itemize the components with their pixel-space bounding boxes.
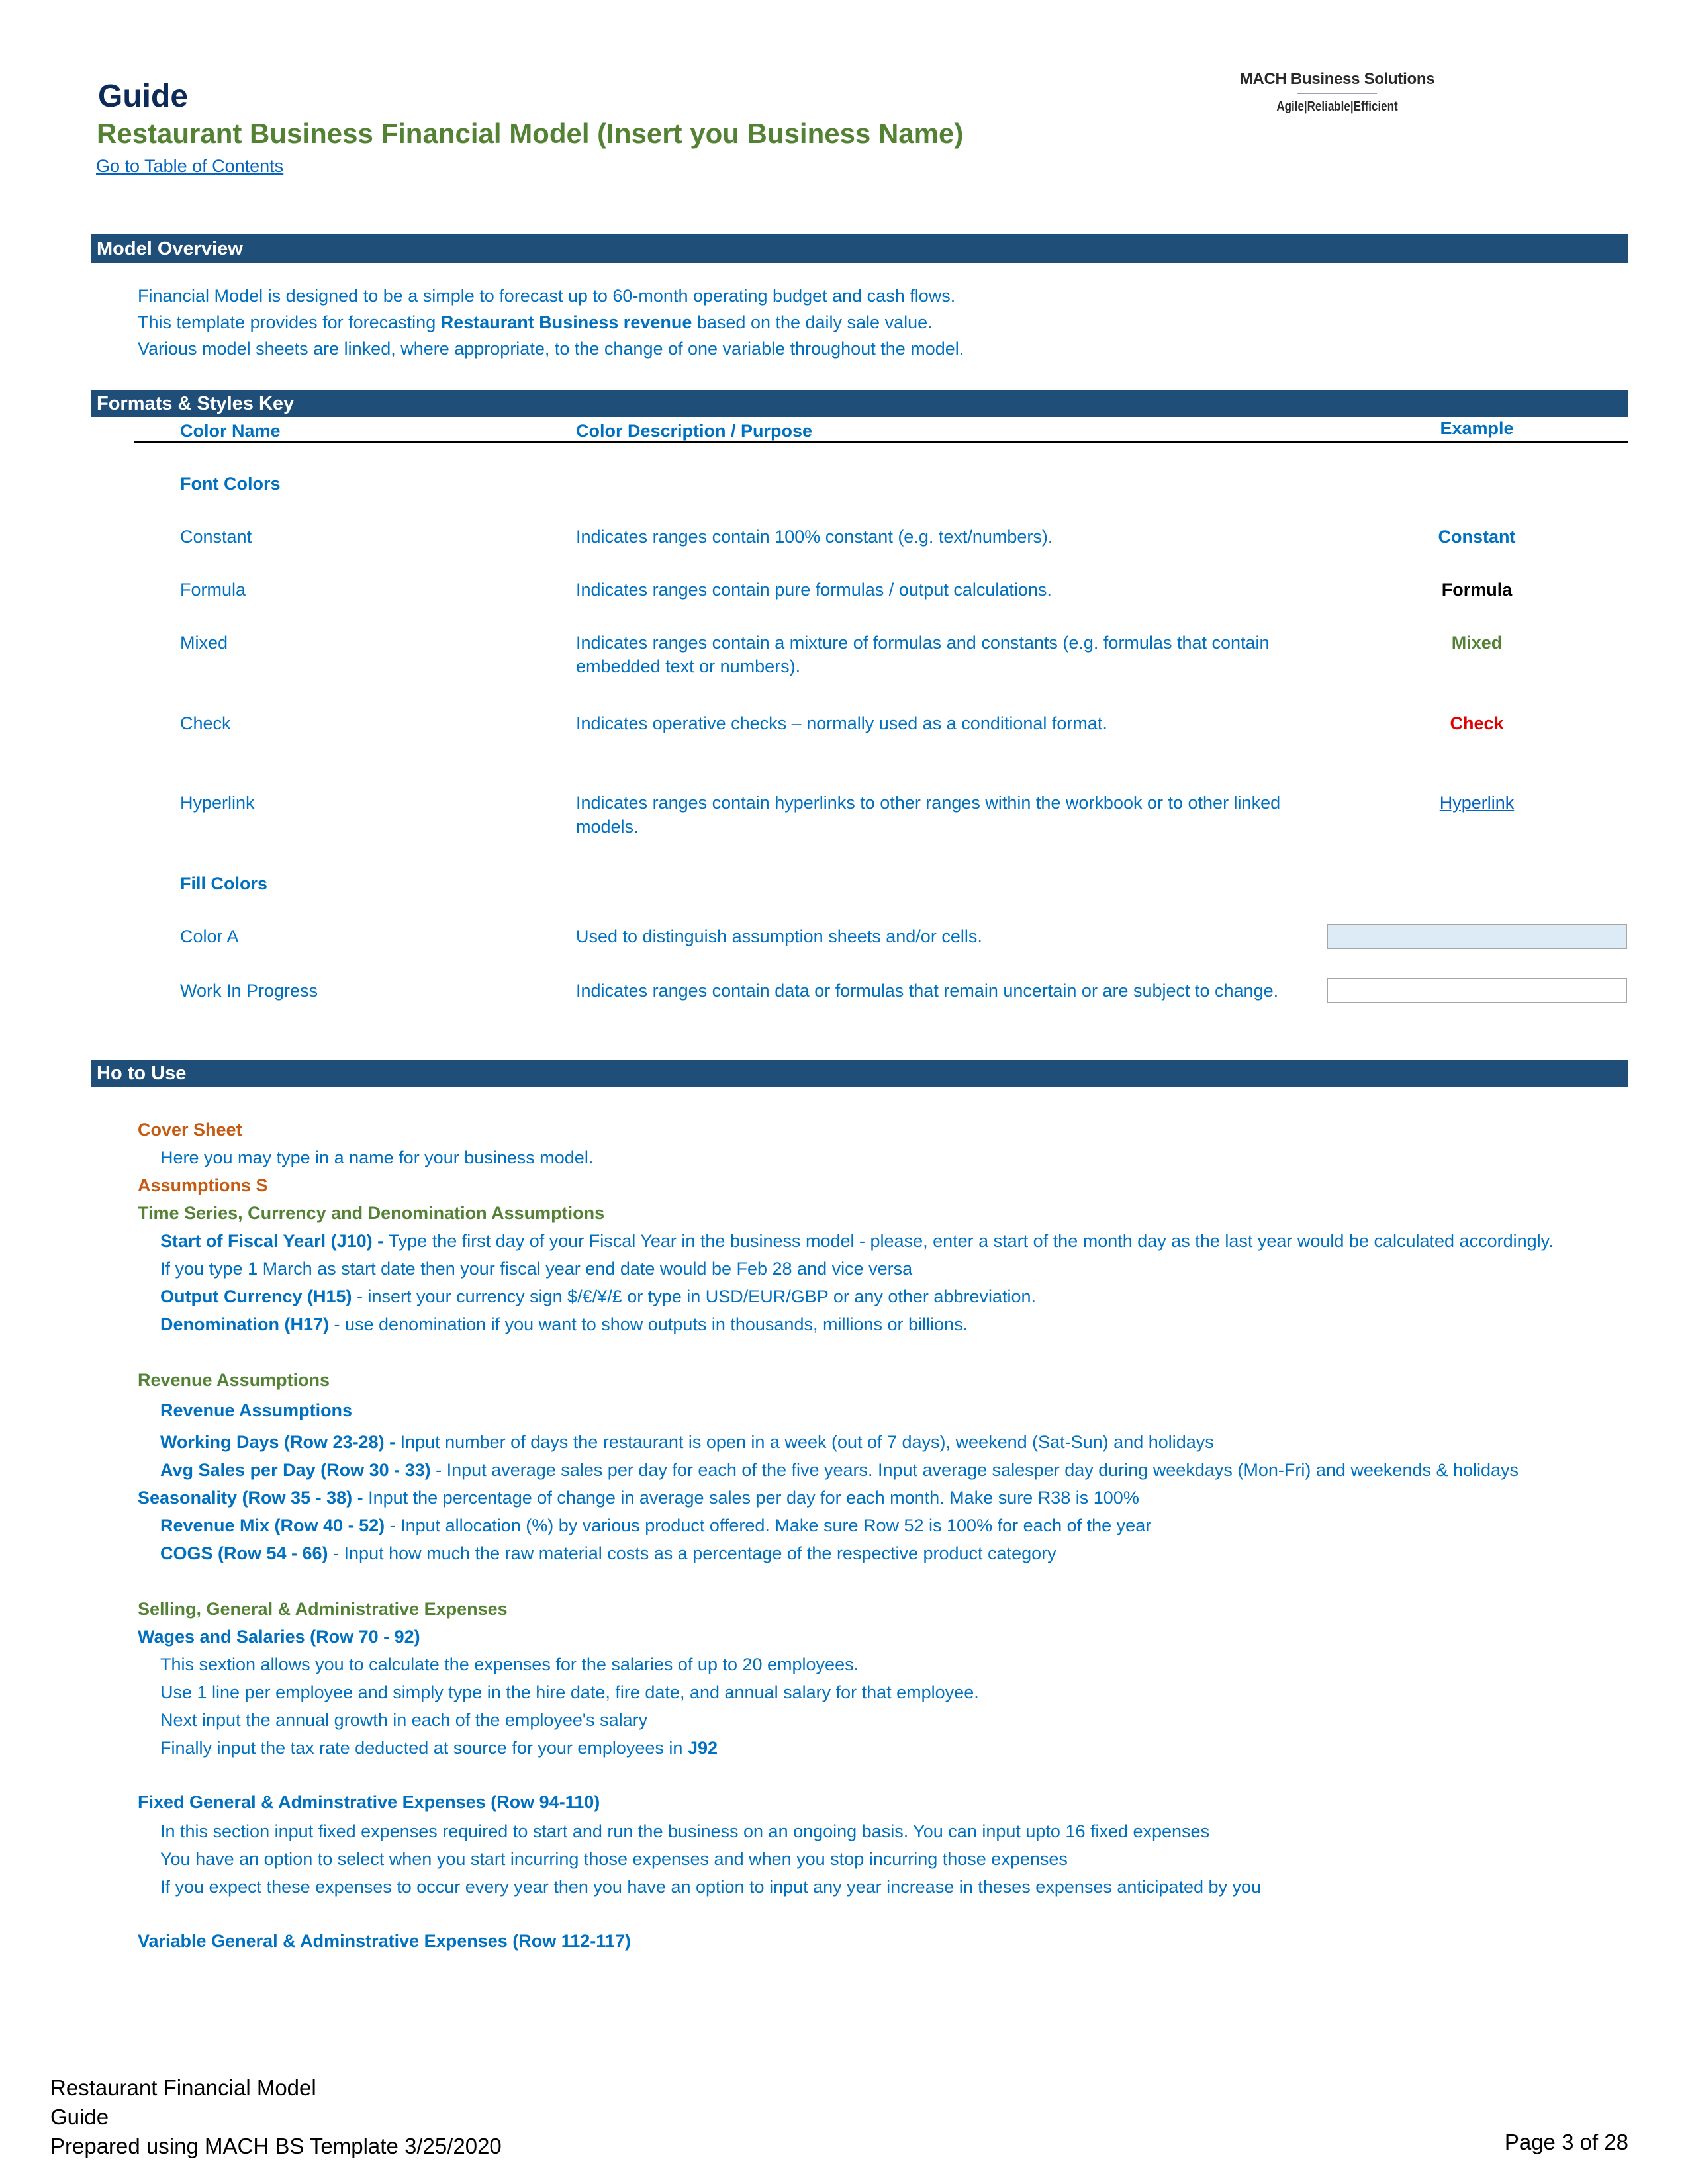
example-mixed: Mixed [1451, 633, 1503, 653]
working-days-line [160, 1432, 1214, 1453]
fixed-line-3: If you expect these expenses to occur every year then you have an option to input any year increase in theses expenses anticipated by you [160, 1877, 1262, 1897]
revenue-mix-line [160, 1516, 1151, 1536]
fiscal-year-line-2: If you type 1 March as start date then your fiscal year end date would be Feb 28 and vice versa [160, 1259, 913, 1279]
avg-sales-label: Avg Sales per Day (Row 30 - 33) [160, 1460, 431, 1480]
currency-label: Output Currency (H15) [160, 1287, 352, 1306]
header-rule [134, 441, 1628, 443]
denomination-line [160, 1314, 968, 1335]
section-header-formats-styles: Formats & Styles Key [91, 390, 1628, 417]
assumptions-title: Assumptions S [138, 1175, 268, 1195]
example-constant: Constant [1438, 527, 1516, 547]
company-logo [1238, 70, 1436, 114]
logo-divider [1297, 93, 1377, 94]
fixed-line-1: In this section input fixed expenses required to start and run the business on an ongoing basis. You can input upto 16 fixed expenses [160, 1821, 1210, 1841]
denomination-text: - use denomination if you want to show outputs in thousands, millions or billions. [329, 1314, 968, 1334]
fixed-expenses-title: Fixed General & Adminstrative Expenses (Row 94-110) [138, 1792, 600, 1812]
row-name-work-in-progress: Work In Progress [180, 981, 318, 1001]
column-header-color-name: Color Name [180, 421, 281, 441]
footer-sheet-name: Guide [50, 2105, 109, 2129]
row-desc-color-a: Used to distinguish assumption sheets and/or cells. [576, 927, 982, 946]
column-header-description: Color Description / Purpose [576, 421, 813, 441]
cover-sheet-text: Here you may type in a name for your business model. [160, 1148, 594, 1167]
working-days-text: Input number of days the restaurant is open in a week (out of 7 days), weekend (Sat-Sun) and holidays [400, 1432, 1214, 1452]
seasonality-text: - Input the percentage of change in average sales per day for each month. Make sure R38 is 100% [352, 1488, 1139, 1508]
row-name-hyperlink: Hyperlink [180, 793, 255, 813]
row-desc-hyperlink-cont: models. [576, 817, 639, 837]
working-days-label: Working Days (Row 23-28) - [160, 1432, 400, 1452]
row-desc-constant: Indicates ranges contain 100% constant (e.g. text/numbers). [576, 527, 1053, 547]
page-subtitle: Restaurant Business Financial Model (Insert you Business Name) [97, 118, 964, 149]
row-name-formula: Formula [180, 580, 246, 600]
column-header-example: Example [1440, 418, 1514, 438]
row-name-constant: Constant [180, 527, 252, 547]
section-header-model-overview: Model Overview [91, 234, 1628, 263]
cogs-label: COGS (Row 54 - 66) [160, 1543, 328, 1563]
row-name-mixed: Mixed [180, 633, 228, 653]
sga-title: Selling, General & Administrative Expenses [138, 1599, 508, 1619]
avg-sales-text: - Input average sales per day for each of the five years. Input average salesper day during weekdays (Mon-Fri) and weekends & holidays [430, 1460, 1519, 1480]
overview-line-2-bold: Restaurant Business revenue [440, 312, 692, 332]
seasonality-label: Seasonality (Row 35 - 38) [138, 1488, 353, 1508]
wages-line-2: Use 1 line per employee and simply type in the hire date, fire date, and annual salary for that employee. [160, 1682, 979, 1702]
example-check: Check [1450, 713, 1504, 733]
revenue-assumptions-subtitle: Revenue Assumptions [160, 1400, 353, 1420]
variable-expenses-title: Variable General & Adminstrative Expenses (Row 112-117) [138, 1931, 631, 1951]
cogs-text: - Input how much the raw material costs as a percentage of the respective product category [328, 1543, 1056, 1563]
row-desc-mixed: Indicates ranges contain a mixture of formulas and constants (e.g. formulas that contain [576, 633, 1270, 653]
row-desc-formula: Indicates ranges contain pure formulas / output calculations. [576, 580, 1052, 600]
currency-text: - insert your currency sign $/€/¥/£ or type in USD/EUR/GBP or any other abbreviation. [352, 1287, 1037, 1306]
row-name-check: Check [180, 713, 231, 733]
fiscal-year-label: Start of Fiscal Yearl (J10) - [160, 1231, 389, 1251]
footer-model-name: Restaurant Financial Model [50, 2075, 316, 2100]
wages-line-4-text: Finally input the tax rate deducted at source for your employees in [160, 1738, 688, 1758]
revenue-mix-label: Revenue Mix (Row 40 - 52) [160, 1516, 385, 1535]
section-header-how-to-use: Ho to Use [91, 1060, 1628, 1087]
fiscal-year-text: Type the first day of your Fiscal Year in the business model - please, enter a start of the month day as the last year would be calculated accordingly. [388, 1231, 1554, 1251]
fill-colors-label: Fill Colors [180, 874, 268, 893]
wages-line-4 [160, 1738, 718, 1758]
revenue-assumptions-title: Revenue Assumptions [138, 1370, 330, 1390]
row-desc-hyperlink: Indicates ranges contain hyperlinks to other ranges within the workbook or to other linked [576, 793, 1281, 813]
row-desc-work-in-progress: Indicates ranges contain data or formulas that remain uncertain or are subject to change. [576, 981, 1279, 1001]
font-colors-label: Font Colors [180, 474, 281, 494]
seasonality-line [138, 1488, 1139, 1508]
row-desc-mixed-cont: embedded text or numbers). [576, 657, 801, 676]
cover-sheet-title: Cover Sheet [138, 1120, 242, 1140]
swatch-work-in-progress [1327, 978, 1627, 1003]
page-title: Guide [98, 79, 189, 114]
footer-prepared-by: Prepared using MACH BS Template 3/25/2020 [50, 2134, 502, 2158]
footer-page-number: Page 3 of 28 [1504, 2130, 1628, 2154]
avg-sales-line [160, 1460, 1519, 1480]
row-desc-check: Indicates operative checks – normally used as a conditional format. [576, 713, 1107, 733]
fiscal-year-line [160, 1231, 1554, 1251]
cogs-line [160, 1543, 1056, 1564]
wages-line-3: Next input the annual growth in each of the employee's salary [160, 1710, 648, 1730]
table-of-contents-link[interactable]: Go to Table of Contents [96, 156, 284, 176]
overview-line-1: Financial Model is designed to be a simple to forecast up to 60-month operating budget and cash flows. [138, 286, 956, 306]
overview-line-3: Various model sheets are linked, where appropriate, to the change of one variable throughout the model. [138, 339, 964, 359]
currency-line [160, 1287, 1036, 1307]
overview-line-2-end: based on the daily sale value. [692, 312, 933, 332]
swatch-color-a [1327, 924, 1627, 949]
denomination-label: Denomination (H17) [160, 1314, 330, 1334]
wages-line-4-cell: J92 [687, 1738, 718, 1758]
fixed-line-2: You have an option to select when you start incurring those expenses and when you stop incurring those expenses [160, 1849, 1068, 1869]
wages-line-1: This sextion allows you to calculate the expenses for the salaries of up to 20 employees. [160, 1655, 859, 1674]
row-name-color-a: Color A [180, 927, 239, 946]
logo-name: MACH Business Solutions [1239, 70, 1435, 88]
example-hyperlink[interactable]: Hyperlink [1439, 793, 1515, 813]
overview-line-2 [138, 312, 933, 333]
overview-line-2-text: This template provides for forecasting [138, 312, 441, 332]
wages-title: Wages and Salaries (Row 70 - 92) [138, 1627, 420, 1647]
time-series-title: Time Series, Currency and Denomination Assumptions [138, 1203, 605, 1223]
example-formula: Formula [1441, 580, 1513, 600]
logo-tagline: Agile|Reliable|Efficient [1276, 99, 1398, 114]
revenue-mix-text: - Input allocation (%) by various product offered. Make sure Row 52 is 100% for each of the year [385, 1516, 1152, 1535]
